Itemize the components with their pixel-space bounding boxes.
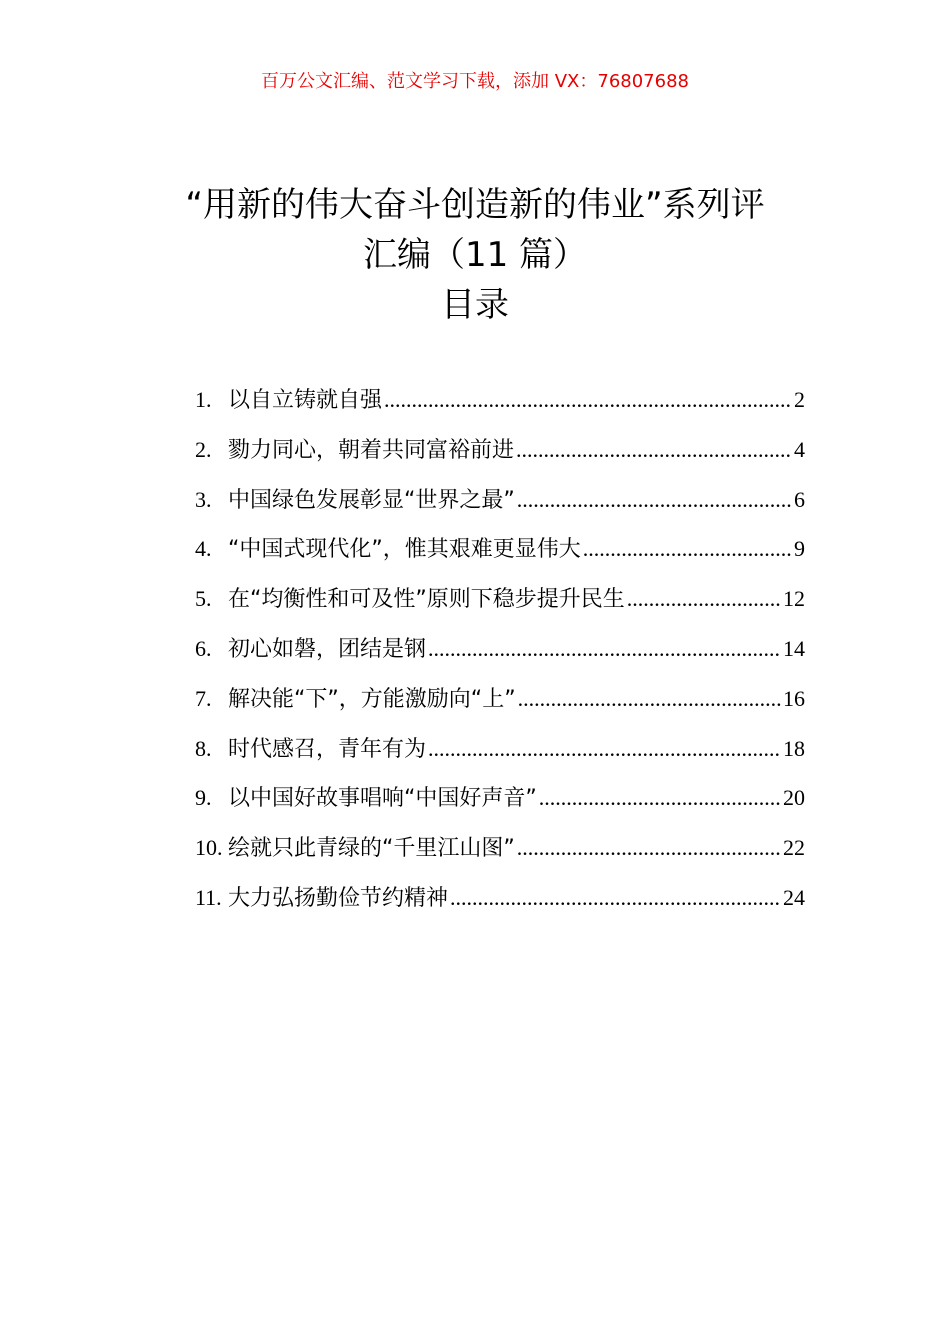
toc-entry[interactable] (195, 582, 805, 632)
toc-dot-leader (627, 586, 781, 612)
toc-entry-number: 11. (195, 884, 222, 910)
toc-dot-leader (516, 437, 792, 463)
toc-entry-page-number: 6 (794, 486, 805, 512)
toc-dot-leader (583, 536, 792, 562)
toc-entry-page-number: 20 (783, 785, 805, 811)
toc-entry-title: “中国式现代化”，惟其艰难更显伟大 (228, 537, 581, 563)
toc-entry-title: 以中国好故事唱响“中国好声音” (228, 786, 537, 812)
toc-entry-number: 10. (195, 835, 223, 861)
toc-entry-number: 9. (195, 785, 212, 811)
toc-entry-page-number: 18 (783, 735, 805, 761)
toc-entry-title: 初心如磐，团结是钢 (228, 636, 427, 662)
toc-entry-number: 1. (195, 387, 212, 412)
toc-entry-title: 在“均衡性和可及性”原则下稳步提升民生 (228, 587, 625, 613)
toc-entry-number: 8. (195, 735, 212, 761)
header-note: 百万公文汇编、范文学习下载，添加 VX：76807688 (261, 71, 689, 92)
toc-dot-leader (517, 487, 792, 513)
toc-entry-page-number: 9 (794, 536, 805, 562)
toc-entry-number: 5. (195, 586, 212, 612)
toc-entry-title: 勠力同心，朝着共同富裕前进 (228, 437, 515, 463)
toc-entry-title: 以自立铸就自强 (228, 388, 383, 413)
toc-entry-page-number: 22 (783, 835, 805, 861)
toc-entry-title: 解决能“下”，方能激励向“上” (228, 686, 516, 712)
toc-dot-leader (428, 736, 781, 762)
title-line-2: 汇编（11 篇） (362, 235, 588, 275)
toc-entry-page-number: 24 (783, 884, 805, 910)
toc-entry-page-number: 14 (783, 635, 805, 661)
toc-dot-leader (518, 686, 781, 712)
toc-entry-number: 4. (195, 536, 212, 562)
toc-entry-page-number: 16 (783, 685, 805, 711)
toc-entry[interactable] (195, 682, 805, 732)
toc-entry-page-number: 12 (783, 586, 805, 612)
toc-entry[interactable] (195, 732, 805, 782)
toc-entry[interactable] (195, 383, 805, 433)
document-title (150, 180, 800, 280)
toc-entry[interactable] (195, 632, 805, 682)
toc-entry[interactable] (195, 532, 805, 582)
toc-entry[interactable] (195, 483, 805, 533)
toc-entry-page-number: 2 (794, 387, 805, 412)
toc-heading: 目录 (441, 285, 509, 325)
toc-dot-leader (384, 387, 792, 413)
toc-dot-leader (517, 835, 781, 861)
toc-entry[interactable] (195, 781, 805, 831)
toc-entry-title: 时代感召，青年有为 (228, 736, 427, 762)
toc-entry-page-number: 4 (794, 436, 805, 462)
toc-entry[interactable] (195, 881, 805, 931)
toc-entry-number: 7. (195, 685, 212, 711)
toc-entry-title: 绘就只此青绿的“千里江山图” (228, 836, 515, 862)
toc-entry-number: 3. (195, 486, 212, 512)
toc-entry[interactable] (195, 433, 805, 483)
toc-dot-leader (450, 885, 781, 911)
table-of-contents (195, 383, 805, 931)
title-line-1: “用新的伟大奋斗创造新的伟业”系列评 (185, 185, 765, 225)
toc-entry[interactable] (195, 831, 805, 881)
toc-entry-number: 2. (195, 436, 212, 462)
toc-dot-leader (428, 636, 781, 662)
toc-entry-title: 中国绿色发展彰显“世界之最” (228, 487, 515, 513)
toc-entry-title: 大力弘扬勤俭节约精神 (228, 885, 449, 911)
toc-dot-leader (539, 785, 781, 811)
toc-entry-number: 6. (195, 635, 212, 661)
